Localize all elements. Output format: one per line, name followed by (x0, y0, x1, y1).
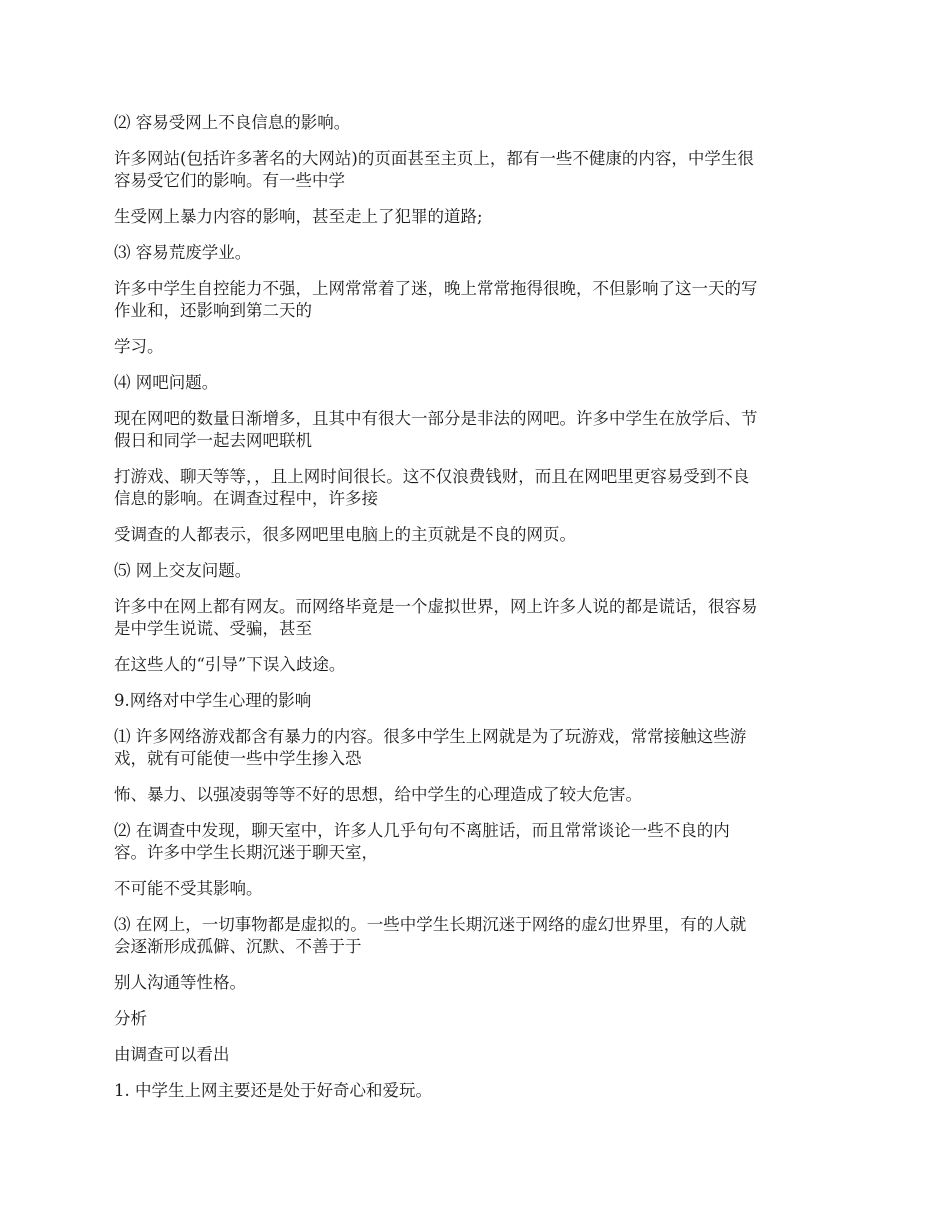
text-line: 9.网络对中学生心理的影响 (114, 691, 312, 710)
text-line: 许多网站(包括许多著名的大网站)的页面甚至主页上，都有一些不健康的内容，中学生很 (114, 149, 754, 168)
paragraph (114, 972, 842, 994)
text-line: 作业和，还影响到第二天的 (114, 301, 312, 320)
paragraph (114, 278, 842, 322)
paragraph (114, 466, 842, 510)
paragraph (114, 1044, 842, 1066)
text-line: ⑶ 容易荒废学业。 (114, 243, 252, 262)
text-line: ⑷ 网吧问题。 (114, 373, 219, 392)
paragraph (114, 726, 842, 770)
text-line: 容易受它们的影响。有一些中学 (114, 171, 345, 190)
paragraph (114, 560, 842, 582)
text-line: ⑸ 网上交友问题。 (114, 561, 252, 580)
text-line: ⑵ 在调查中发现，聊天室中，许多人几乎句句不离脏话，而且常常谈论一些不良的内 (114, 821, 730, 840)
paragraph (114, 112, 842, 134)
text-line: 生受网上暴力内容的影响，甚至走上了犯罪的道路; (114, 207, 483, 226)
paragraph (114, 914, 842, 958)
paragraph (114, 408, 842, 452)
paragraph (114, 690, 842, 712)
text-line: 许多中学生自控能力不强，上网常常着了迷，晚上常常拖得很晚，不但影响了这一天的写 (114, 279, 758, 298)
text-line: 打游戏、聊天等等，，且上网时间很长。这不仅浪费钱财，而且在网吧里更容易受到不良 (114, 467, 750, 486)
text-line: 在这些人的“引导”下误入歧途。 (114, 655, 346, 674)
paragraph (114, 372, 842, 394)
text-line: 怖、暴力、以强凌弱等等不好的思想，给中学生的心理造成了较大危害。 (114, 785, 642, 804)
text-line: 假日和同学一起去网吧联机 (114, 431, 312, 450)
paragraph (114, 206, 842, 228)
paragraph (114, 878, 842, 900)
text-line: 分析 (114, 1009, 147, 1028)
text-line: 现在网吧的数量日渐增多，且其中有很大一部分是非法的网吧。许多中学生在放学后、节 (114, 409, 758, 428)
text-line: 信息的影响。在调查过程中，许多接 (114, 489, 378, 508)
text-line: 1. 中学生上网主要还是处于好奇心和爱玩。 (114, 1081, 432, 1100)
paragraph (114, 654, 842, 676)
paragraph (114, 820, 842, 864)
paragraph (114, 596, 842, 640)
text-line: 受调查的人都表示，很多网吧里电脑上的主页就是不良的网页。 (114, 525, 576, 544)
text-line: 是中学生说谎、受骗，甚至 (114, 619, 312, 638)
paragraph (114, 524, 842, 546)
text-line: 会逐渐形成孤僻、沉默、不善于于 (114, 937, 362, 956)
paragraph (114, 1080, 842, 1102)
text-line: ⑵ 容易受网上不良信息的影响。 (114, 113, 351, 132)
text-line: 戏，就有可能使一些中学生掺入恐 (114, 749, 362, 768)
paragraph (114, 784, 842, 806)
text-line: 别人沟通等性格。 (114, 973, 246, 992)
text-line: ⑶ 在网上，一切事物都是虚拟的。一些中学生长期沉迷于网络的虚幻世界里，有的人就 (114, 915, 747, 934)
paragraph (114, 148, 842, 192)
text-line: 不可能不受其影响。 (114, 879, 263, 898)
text-line: 许多中在网上都有网友。而网络毕竟是一个虚拟世界，网上许多人说的都是谎话，很容易 (114, 597, 758, 616)
document-body (114, 112, 842, 1102)
paragraph (114, 1008, 842, 1030)
text-line: 容。许多中学生长期沉迷于聊天室， (114, 843, 378, 862)
text-line: 学习。 (114, 337, 164, 356)
text-line: 由调查可以看出 (114, 1045, 230, 1064)
paragraph (114, 242, 842, 264)
text-line: ⑴ 许多网络游戏都含有暴力的内容。很多中学生上网就是为了玩游戏，常常接触这些游 (114, 727, 747, 746)
paragraph (114, 336, 842, 358)
